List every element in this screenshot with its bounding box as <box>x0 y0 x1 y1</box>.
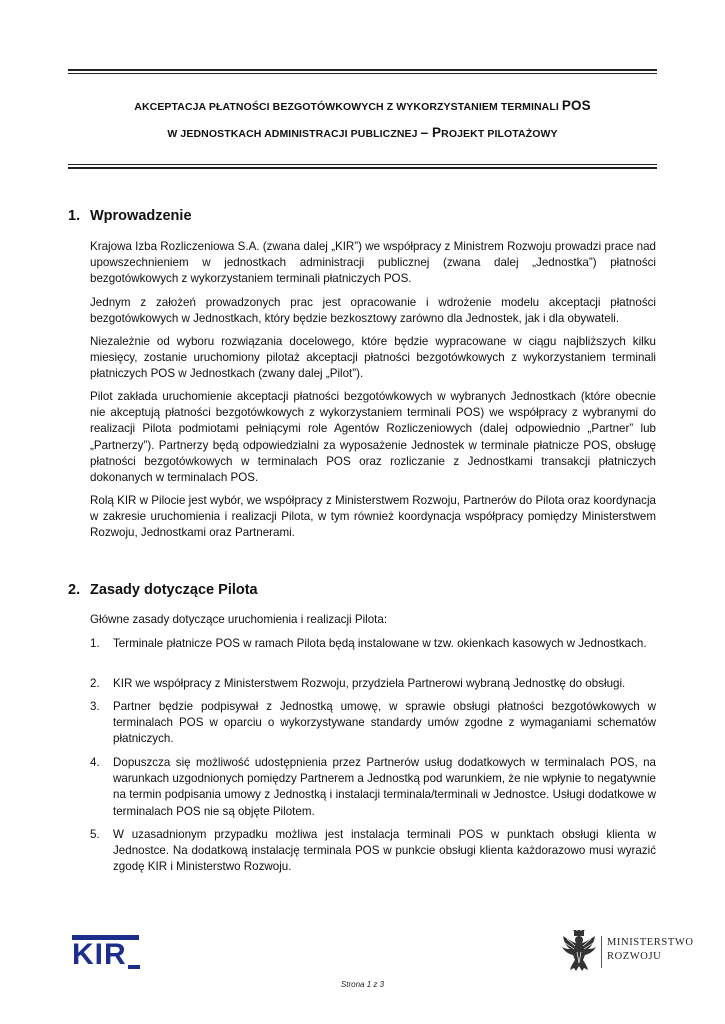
list-item-text: Dopuszcza się możliwość udostępnienia przez Partnerów usług dodatkowych w terminalach POS, na warunkach uzgodnionych pomiędzy Partnerem a Jednostką pod warunkiem, że nie wpłynie to negatywnie na termin podpisania umowy z Jednostką i instalacji terminala/terminali w Jednostce. Usługi dodatkowe w terminalach POS nie są objęte Pilotem. <box>113 756 656 818</box>
section1-heading <box>68 208 192 224</box>
list-item-number: 5. <box>90 828 100 841</box>
section1-paragraph-2: Jednym z założeń prowadzonych prac jest opracowanie i wdrożenie modelu akceptacji płatności bezgotówkowych w Jednostkach, który będzie bezkosztowy zarówno dla Jednostek, jak i dla obywateli. <box>90 296 656 326</box>
header-rule-thin <box>68 73 657 74</box>
section2-number: 2. <box>68 582 81 598</box>
section1-number: 1. <box>68 208 81 224</box>
title-rule-thin <box>68 164 657 165</box>
kir-logo-text: KIR <box>72 938 127 971</box>
list-item-text: Partner będzie podpisywał z Jednostką umowę, w sprawie obsługi płatności bezgotówkowych w terminalach POS w oparciu o wykorzystywane standardy umów zgodne z wymaganiami schematów płatniczych. <box>113 700 656 746</box>
header-rule-thick <box>68 69 657 71</box>
kir-logo <box>72 935 142 971</box>
title-rule-thick <box>68 167 657 169</box>
list-item-text: KIR we współpracy z Ministerstwem Rozwoju, przydziela Partnerowi wybraną Jednostkę do obsługi. <box>113 677 626 690</box>
section2-heading <box>68 582 258 598</box>
section1-paragraph-5: Rolą KIR w Pilocie jest wybór, we współpracy z Ministerstwem Rozwoju, Partnerów do Pilota oraz koordynacja w zakresie uruchomienia i realizacji Pilota, w tym również koordynacja współpracy pomiędzy Ministerstwem Rozwoju, Jednostkami oraz Partnerami. <box>90 494 656 540</box>
ministry-separator <box>601 936 602 968</box>
section2-intro: Główne zasady dotyczące uruchomienia i realizacji Pilota: <box>90 613 388 626</box>
document-title-line2 <box>68 125 657 140</box>
page-number: Strona 1 z 3 <box>340 980 385 989</box>
list-item-text: Terminale płatnicze POS w ramach Pilota będą instalowane w tzw. okienkach kasowych w Jednostkach. <box>113 637 647 650</box>
list-item <box>90 755 656 820</box>
ministry-name <box>607 936 694 964</box>
list-item-number: 3. <box>90 700 100 713</box>
section1-paragraph-3: Niezależnie od wyboru rozwiązania docelowego, które będzie wypracowane w ciągu najbliższych kilku miesięcy, zostanie uruchomiony pilotaż akceptacji płatności bezgotówkowych z wykorzystaniem terminali płatniczych POS w Jednostkach (zwany dalej „Pilot”). <box>90 335 656 381</box>
section1-paragraph-4: Pilot zakłada uruchomienie akceptacji płatności bezgotówkowych w wybranych Jednostkach (które obecnie nie akceptują płatności bezgotówkowych z wykorzystaniem terminali POS) we współpracy z wybranymi do realizacji Pilota podmiotami pełniącymi role Agentów Rozliczeniowych (dalej odpowiednio „Partner” lub „Partnerzy”). Partnerzy będą odpowiedzialni za wyposażenie Jednostek w terminale płatnicze POS, obsługę płatności bezgotówkowych w terminalach POS oraz rozliczanie z Jednostkami transakcji płatniczych dokonanych w terminalach POS. <box>90 390 656 485</box>
title-line1-pos: POS <box>561 98 591 113</box>
list-item-number: 4. <box>90 756 100 769</box>
list-item-text: W uzasadnionym przypadku możliwa jest instalacja terminali POS w punktach obsługi klienta w Jednostce. Na dodatkową instalację terminala POS w punkcie obsługi klienta każdorazowo musi wyrazić zgodę KIR i Ministerstwo Rozwoju. <box>113 828 656 874</box>
ministry-name-line1: MINISTERSTWO <box>607 937 694 948</box>
list-item-number: 1. <box>90 637 100 650</box>
document-title-line1 <box>68 98 657 113</box>
title-line2-end: ROJEKT PILOTAŻOWY <box>441 128 558 140</box>
list-item-number: 2. <box>90 677 100 690</box>
list-item <box>90 676 656 692</box>
ministry-name-line2: ROZWOJU <box>607 951 662 962</box>
eagle-emblem-icon <box>561 930 597 973</box>
section2-title: Zasady dotyczące Pilota <box>90 582 258 598</box>
list-item <box>90 827 656 876</box>
section1-title: Wprowadzenie <box>90 208 192 224</box>
title-line1-text: AKCEPTACJA PŁATNOŚCI BEZGOTÓWKOWYCH Z WYKORZYSTANIEM TERMINALI <box>134 101 562 113</box>
list-item <box>90 636 656 652</box>
section1-paragraph-1: Krajowa Izba Rozliczeniowa S.A. (zwana dalej „KIR”) we współpracy z Ministrem Rozwoju prowadzi prace nad upowszechnieniem w jednostkach administracji publicznej (zwana dalej „Jednostka”) płatności bezgotówkowych z wykorzystaniem terminali płatniczych POS. <box>90 240 656 286</box>
kir-logo-underline <box>128 965 140 969</box>
title-line2-text: W JEDNOSTKACH ADMINISTRACJI PUBLICZNEJ <box>167 128 421 140</box>
ministry-logo <box>561 930 694 975</box>
title-line2-dash: – P <box>420 125 442 140</box>
list-item <box>90 699 656 748</box>
